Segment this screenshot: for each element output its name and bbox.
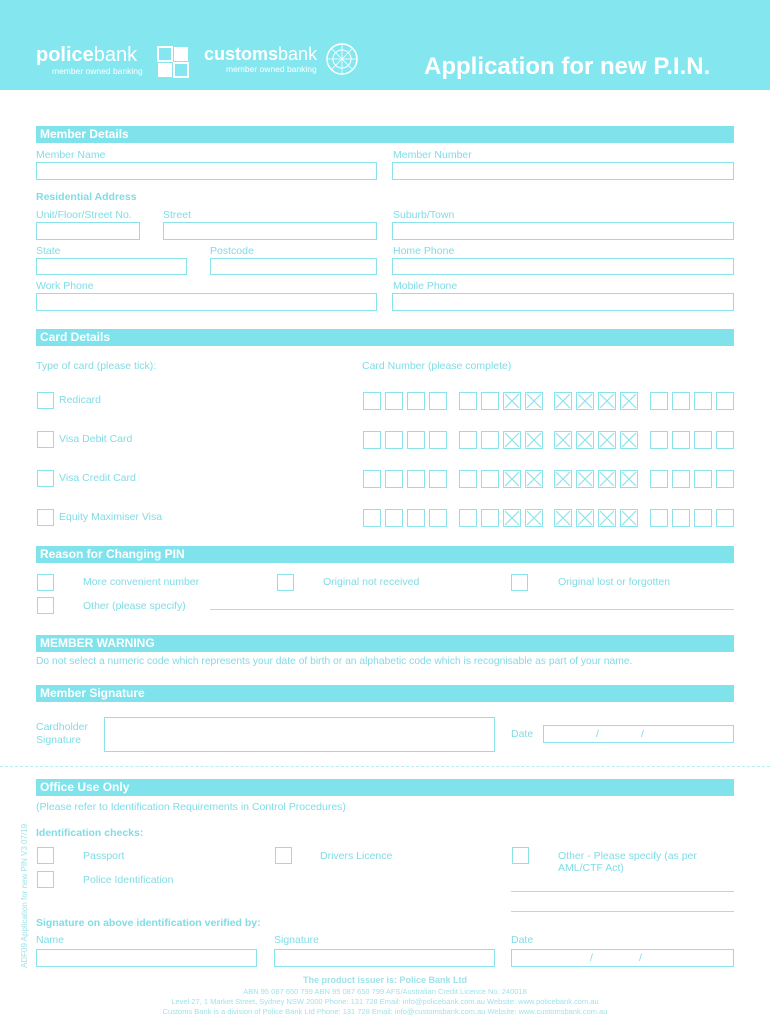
card-digit-masked-cell [554,431,572,449]
residential-address-label: Residential Address [36,191,137,203]
state-field[interactable] [36,258,187,275]
card-digit-cell[interactable] [716,392,734,410]
card-digit-cell[interactable] [459,392,477,410]
drivers-licence-checkbox[interactable] [275,847,292,864]
street-label: Street [163,209,192,221]
card-digit-masked-cell [576,431,594,449]
warning-text: Do not select a numeric code which represents your date of birth or an alphabetic code which is recognisable as part of your name. [36,656,633,667]
customsbank-emblem-icon [325,42,359,76]
footer-contact: Level 27, 1 Market Street, Sydney NSW 2000 Phone: 131 728 Email: info@policebank.com.au Website: www.policebank.com.au [171,997,599,1006]
other-id-label-1: Other - Please specify (as per [558,850,697,862]
card-digit-masked-cell [525,431,543,449]
not-received-label: Original not received [323,576,420,588]
card-digit-masked-cell [525,470,543,488]
card-digit-masked-cell [620,509,638,527]
card-digit-cell[interactable] [481,470,499,488]
card-digit-cell[interactable] [716,470,734,488]
postcode-label: Postcode [210,245,254,257]
passport-label: Passport [83,850,125,862]
customsbank-logo [204,44,317,74]
home-phone-field[interactable] [392,258,734,275]
signature-date-label: Date [511,728,534,740]
card-digit-cell[interactable] [716,509,734,527]
card-digit-cell[interactable] [407,470,425,488]
office-use-heading: Office Use Only [36,779,734,796]
police-id-label: Police Identification [83,874,174,886]
card-digit-cell[interactable] [429,470,447,488]
lost-checkbox[interactable] [511,574,528,591]
brand2-word-a: customs [204,44,279,64]
card-digit-cell[interactable] [672,509,690,527]
card-digit-cell[interactable] [650,509,668,527]
cardholder-label-2: Signature [36,734,81,746]
card-digit-masked-cell [525,392,543,410]
verifier-name-field[interactable] [36,949,257,967]
card-digit-masked-cell [525,509,543,527]
card-digit-cell[interactable] [481,431,499,449]
footer-issuer: The product issuer is: Police Bank Ltd [302,975,468,985]
card-digit-cell[interactable] [385,470,403,488]
card-digit-cell[interactable] [459,431,477,449]
card-digit-cell[interactable] [429,509,447,527]
other-reason-line[interactable] [210,599,734,610]
work-phone-label: Work Phone [36,280,94,292]
card-digit-masked-cell [620,470,638,488]
card-digit-cell[interactable] [407,431,425,449]
mobile-phone-label: Mobile Phone [393,280,458,292]
card-digit-cell[interactable] [363,392,381,410]
street-field[interactable] [163,222,377,240]
card-type-label: Visa Debit Card [59,433,133,445]
card-digit-masked-cell [576,392,594,410]
card-details-heading: Card Details [36,329,734,346]
card-digit-masked-cell [554,470,572,488]
card-digit-cell[interactable] [672,392,690,410]
brand2-word-b: bank [278,44,318,64]
card-digit-cell[interactable] [650,470,668,488]
verifier-name-label: Name [36,934,65,946]
member-details-heading: Member Details [36,126,734,143]
member-name-field[interactable] [36,162,377,180]
card-digit-masked-cell [576,470,594,488]
card-digit-masked-cell [503,431,521,449]
other-id-label-2: AML/CTF Act) [558,862,624,874]
verified-by-label: Signature on above identification verified by: [36,917,261,929]
verifier-date-field[interactable] [511,949,734,967]
card-digit-cell[interactable] [407,509,425,527]
card-digit-masked-cell [503,509,521,527]
signature-date-sep-2: / [641,728,644,740]
cardholder-label-1: Cardholder [36,721,88,733]
other-reason-checkbox[interactable] [37,597,54,614]
signature-date-field[interactable] [543,725,734,743]
card-digit-cell[interactable] [694,392,712,410]
postcode-field[interactable] [210,258,377,275]
card-digit-cell[interactable] [716,431,734,449]
card-digit-masked-cell [620,431,638,449]
convenient-label: More convenient number [83,576,200,588]
card-type-label: Visa Credit Card [59,472,136,484]
card-digit-masked-cell [620,392,638,410]
warning-heading: MEMBER WARNING [36,635,734,652]
card-type-checkbox[interactable] [37,509,54,526]
card-number-label: Card Number (please complete) [362,360,512,372]
home-phone-label: Home Phone [393,245,455,257]
convenient-checkbox[interactable] [37,574,54,591]
brand1-word-a: police [36,44,94,66]
verifier-date-label: Date [511,934,534,946]
passport-checkbox[interactable] [37,847,54,864]
card-digit-masked-cell [503,392,521,410]
card-type-checkbox[interactable] [37,392,54,409]
card-type-checkbox[interactable] [37,470,54,487]
verifier-date-sep-1: / [590,952,593,964]
card-digit-cell[interactable] [694,509,712,527]
cardholder-signature-field[interactable] [104,717,495,752]
card-digit-cell[interactable] [385,431,403,449]
lost-label: Original lost or forgotten [558,576,671,588]
card-digit-masked-cell [554,392,572,410]
card-digit-masked-cell [598,431,616,449]
unit-field[interactable] [36,222,140,240]
card-digit-masked-cell [598,509,616,527]
other-reason-label: Other (please specify) [83,600,186,612]
unit-label: Unit/Floor/Street No. [36,209,132,221]
card-digit-masked-cell [598,392,616,410]
card-digit-cell[interactable] [385,392,403,410]
card-digit-cell[interactable] [363,470,381,488]
card-digit-cell[interactable] [481,509,499,527]
id-checks-label: Identification checks: [36,827,144,839]
suburb-label: Suburb/Town [393,209,455,221]
policebank-emblem-icon [157,46,189,78]
card-digit-masked-cell [598,470,616,488]
brand2-tagline: member owned banking [226,64,317,74]
form-code-side-text: ADF09 Application for new PIN V3 07/19 [20,823,29,968]
card-digit-cell[interactable] [694,431,712,449]
mobile-phone-field[interactable] [392,293,734,311]
drivers-licence-label: Drivers Licence [320,850,393,862]
card-digit-cell[interactable] [672,470,690,488]
footer-abn: ABN 95 087 650 799 ABN 95 087 650 799 AFS/Australian Credit Licence No. 240018 [243,987,527,996]
card-digit-masked-cell [576,509,594,527]
card-digit-cell[interactable] [459,470,477,488]
office-refer-text: (Please refer to Identification Requirements in Control Procedures) [36,801,346,813]
verifier-signature-label: Signature [274,934,319,946]
card-digit-cell[interactable] [650,431,668,449]
other-id-line-2[interactable] [511,901,734,912]
card-digit-cell[interactable] [385,509,403,527]
other-id-checkbox[interactable] [512,847,529,864]
card-digit-cell[interactable] [407,392,425,410]
card-digit-cell[interactable] [459,509,477,527]
cut-line [0,766,770,767]
card-digit-cell[interactable] [672,431,690,449]
member-number-label: Member Number [393,149,472,161]
card-type-label: Type of card (please tick): [36,360,157,372]
member-number-field[interactable] [392,162,734,180]
card-digit-cell[interactable] [429,431,447,449]
brand1-tagline: member owned banking [52,66,143,76]
card-type-label: Redicard [59,394,102,406]
page-title: Application for new P.I.N. [424,53,711,80]
card-digit-cell[interactable] [650,392,668,410]
other-id-line-1[interactable] [511,881,734,892]
policebank-logo [36,44,143,76]
work-phone-field[interactable] [36,293,377,311]
verifier-date-sep-2: / [639,952,642,964]
footer-customs: Customs Bank is a division of Police Bank Ltd Phone: 131 728 Email: info@customsbank.com.au Website: www.customsbank.com.au [162,1007,608,1016]
card-digit-cell[interactable] [429,392,447,410]
card-type-label: Equity Maximiser Visa [59,511,163,523]
card-digit-masked-cell [554,509,572,527]
reason-heading: Reason for Changing PIN [36,546,734,563]
signature-date-sep-1: / [596,728,599,740]
not-received-checkbox[interactable] [277,574,294,591]
state-label: State [36,245,61,257]
verifier-signature-field[interactable] [274,949,495,967]
card-type-checkbox[interactable] [37,431,54,448]
card-digit-cell[interactable] [481,392,499,410]
card-digit-masked-cell [503,470,521,488]
member-name-label: Member Name [36,149,106,161]
brand1-word-b: bank [93,44,138,66]
card-digit-cell[interactable] [694,470,712,488]
card-digit-cell[interactable] [363,431,381,449]
card-digit-cell[interactable] [363,509,381,527]
signature-heading: Member Signature [36,685,734,702]
suburb-field[interactable] [392,222,734,240]
police-id-checkbox[interactable] [37,871,54,888]
